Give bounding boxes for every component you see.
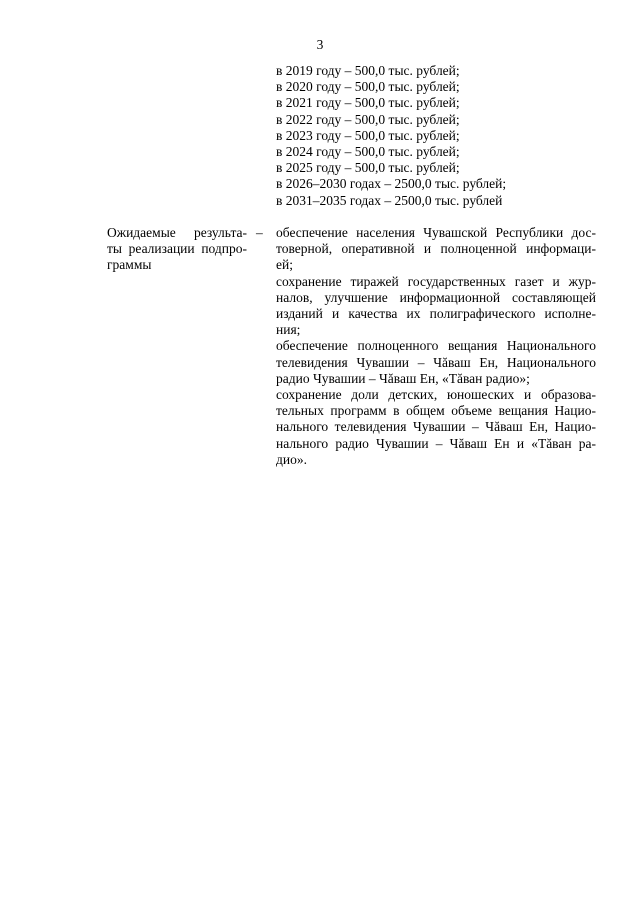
expected-results-label [107,225,247,274]
funding-line-2031-2035: в 2031–2035 годах – 2500,0 тыс. рублей [276,192,503,208]
result-item [276,274,596,339]
result-line: товерной, оперативной и полноценной информаци- [276,241,596,257]
page-number: 3 [316,37,324,52]
result-item [276,387,596,468]
funding-line-2024: в 2024 году – 500,0 тыс. рублей; [276,144,460,160]
result-line: обеспечение населения Чувашской Республики дос- [276,225,596,240]
result-line: тельных программ в общем объеме вещания Нацио- [276,403,596,419]
expected-results-text [276,225,596,468]
result-item [276,338,596,387]
result-line: радио Чувашии – Чăваш Ен, «Тăван радио»; [276,370,530,386]
result-line: сохранение доли детских, юношеских и образова- [276,387,596,403]
funding-line-2020: в 2020 году – 500,0 тыс. рублей; [276,79,460,95]
result-line: ния; [276,322,301,338]
funding-line-2023: в 2023 году – 500,0 тыс. рублей; [276,127,460,143]
row-separator-dash: – [256,225,263,240]
funding-line-2019: в 2019 году – 500,0 тыс. рублей; [276,63,460,78]
result-line: нального радио Чувашии – Чăваш Ен и «Тăван ра- [276,435,596,451]
result-line: сохранение тиражей государственных газет и жур- [276,273,596,289]
result-line: обеспечение полноценного вещания Национального [276,338,596,354]
result-line: нального телевидения Чувашии – Чăваш Ен, Нацио- [276,419,596,435]
result-item [276,225,596,274]
result-line: налов, улучшение информационной составляющей [276,289,596,305]
funding-line-2022: в 2022 году – 500,0 тыс. рублей; [276,111,460,127]
label-line: Ожидаемые результа- [107,225,247,240]
funding-line-2025: в 2025 году – 500,0 тыс. рублей; [276,160,460,176]
result-line: дио». [276,451,307,467]
funding-schedule-list [276,63,596,209]
funding-line-2026-2030: в 2026–2030 годах – 2500,0 тыс. рублей; [276,176,507,192]
result-line: телевидения Чувашии – Чăваш Ен, Национального [276,354,596,370]
result-line: ей; [276,257,293,273]
label-line: граммы [107,257,152,273]
funding-line-2021: в 2021 году – 500,0 тыс. рублей; [276,95,460,111]
label-line: ты реализации подпро- [107,241,247,257]
result-line: изданий и качества их полиграфического исполне- [276,306,596,322]
